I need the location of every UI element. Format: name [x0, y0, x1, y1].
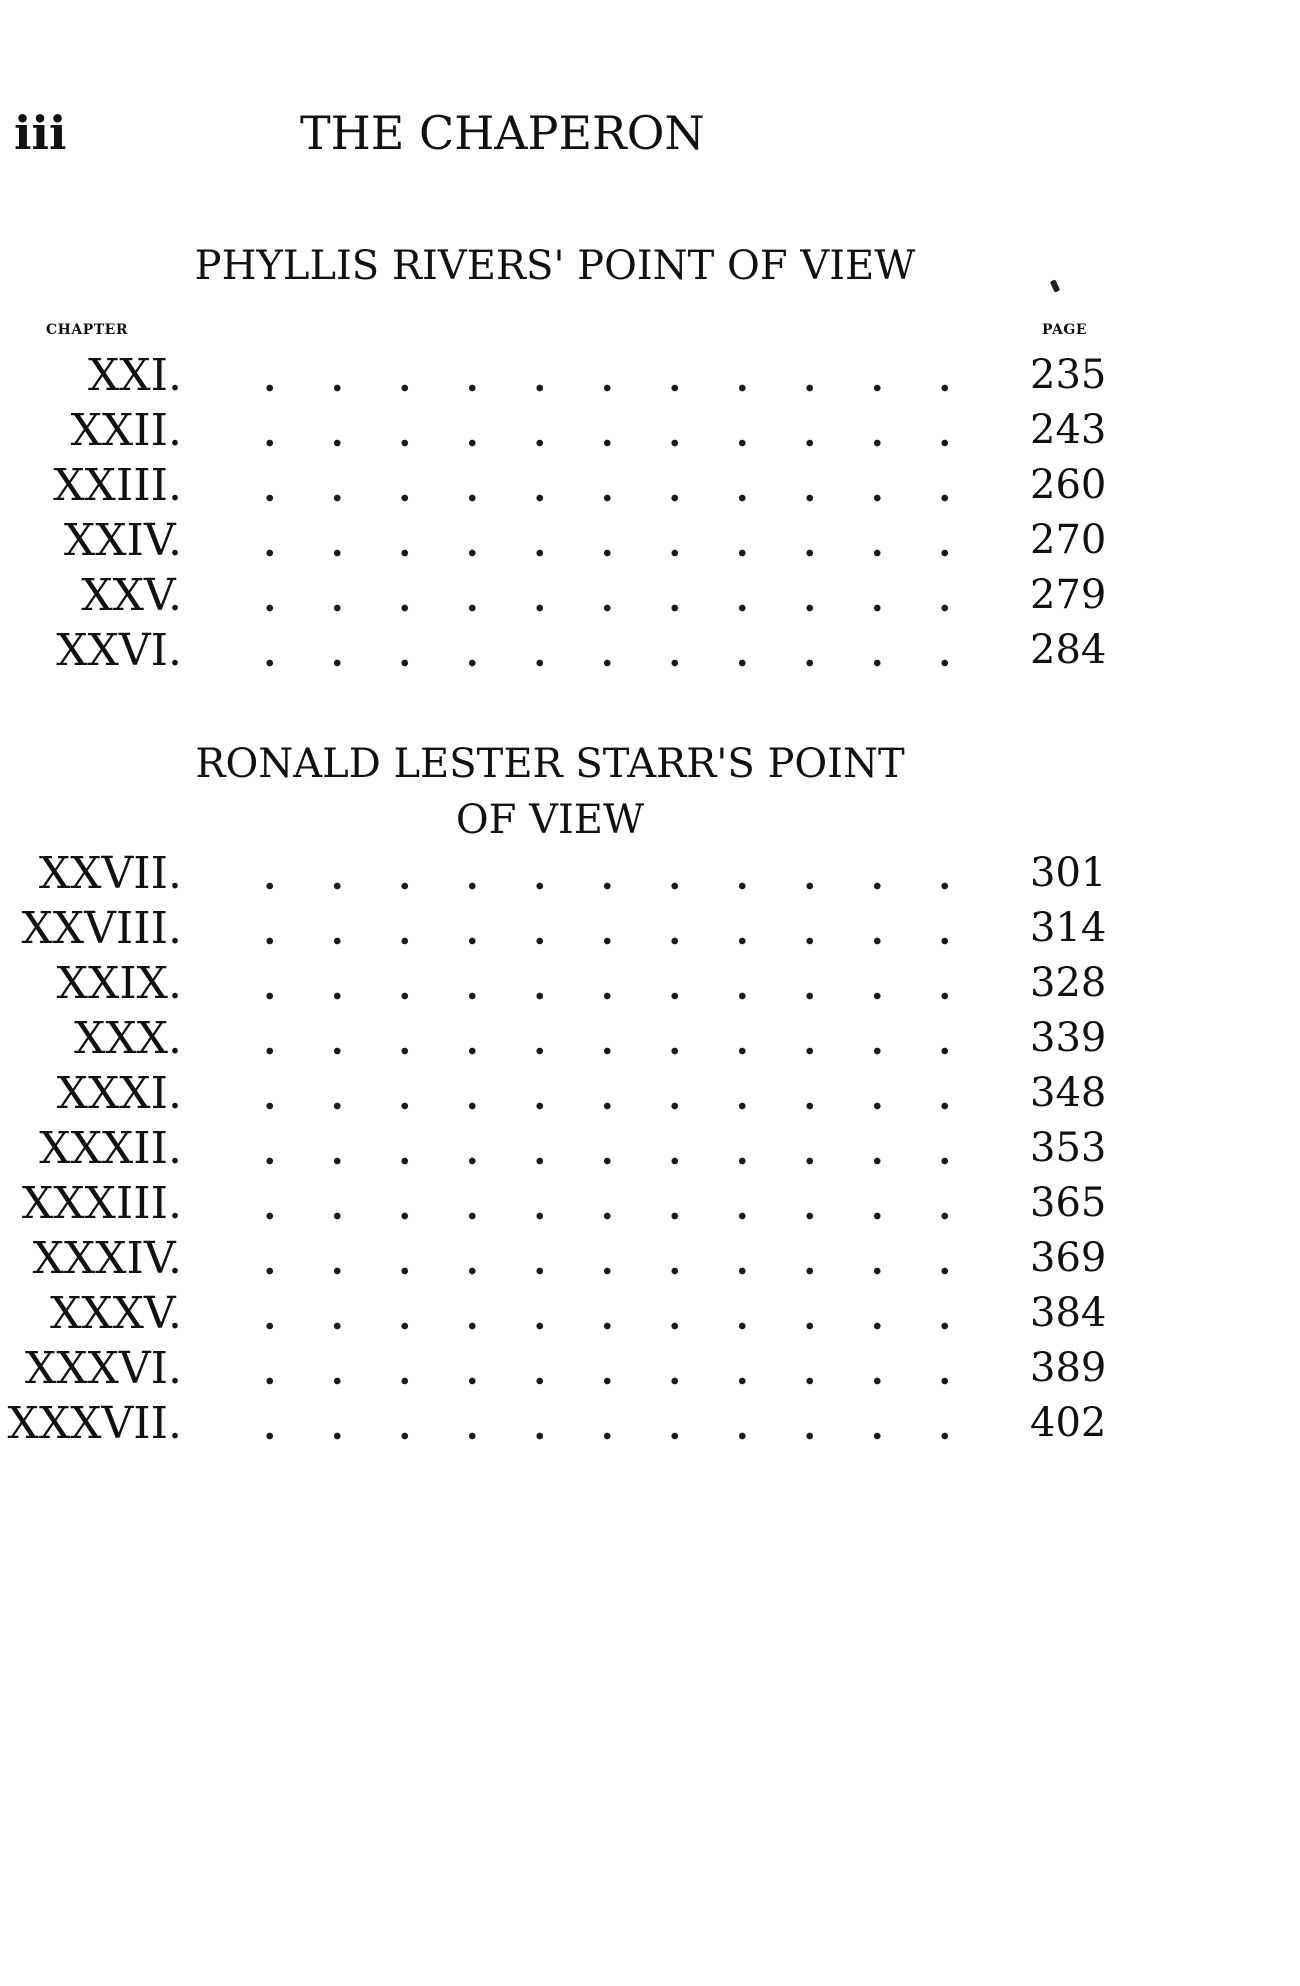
- page-reference: 348: [1030, 1070, 1107, 1116]
- toc-entry: [0, 403, 1300, 458]
- chapter-numeral: XXIX.: [56, 958, 182, 1009]
- section-heading-phyllis: PHYLLIS RIVERS' POINT OF VIEW: [194, 243, 916, 289]
- dot-leader: [236, 549, 996, 557]
- chapter-numeral: XXXVII.: [7, 1398, 182, 1449]
- dot-leader: [236, 937, 996, 945]
- dot-leader: [236, 1102, 996, 1110]
- chapter-numeral: XXVI.: [56, 625, 182, 676]
- chapter-numeral: XXX.: [74, 1013, 182, 1064]
- running-head: THE CHAPERON: [300, 106, 705, 160]
- page-reference: 270: [1030, 517, 1107, 563]
- toc-entry: [0, 568, 1300, 623]
- dot-leader: [236, 659, 996, 667]
- page-reference: 284: [1030, 627, 1107, 673]
- toc-entry: [0, 1231, 1300, 1286]
- chapter-numeral: XXVIII.: [21, 903, 182, 954]
- chapter-numeral: XXV.: [81, 570, 182, 621]
- dot-leader: [236, 604, 996, 612]
- section-heading-ronald-line1: RONALD LESTER STARR'S POINT: [195, 741, 905, 787]
- chapter-numeral: XXII.: [70, 405, 182, 456]
- chapter-numeral: XXXV.: [49, 1288, 182, 1339]
- toc-entry: [0, 623, 1300, 678]
- dot-leader: [236, 882, 996, 890]
- page-reference: 365: [1030, 1180, 1107, 1226]
- dot-leader: [236, 1322, 996, 1330]
- page-reference: 384: [1030, 1290, 1107, 1336]
- chapter-numeral: XXXII.: [39, 1123, 182, 1174]
- toc-entry: [0, 1341, 1300, 1396]
- chapter-numeral: XXXVI.: [24, 1343, 182, 1394]
- chapter-numeral: XXXI.: [56, 1068, 182, 1119]
- dot-leader: [236, 439, 996, 447]
- toc-list-ronald: [0, 846, 1300, 1451]
- page-reference: 339: [1030, 1015, 1107, 1061]
- page-reference: 314: [1030, 905, 1107, 951]
- toc-list-phyllis: [0, 348, 1300, 678]
- toc-entry: [0, 846, 1300, 901]
- dot-leader: [236, 1377, 996, 1385]
- toc-entry: [0, 1176, 1300, 1231]
- chapter-numeral: XXXIII.: [21, 1178, 182, 1229]
- chapter-numeral: XXIV.: [63, 515, 182, 566]
- column-label-chapter: CHAPTER: [46, 322, 128, 338]
- page-reference: 301: [1030, 850, 1107, 896]
- chapter-numeral: XXI.: [87, 350, 182, 401]
- page-number: iii: [14, 106, 67, 160]
- toc-entry: [0, 458, 1300, 513]
- toc-entry: [0, 348, 1300, 403]
- column-label-page: PAGE: [1042, 322, 1087, 338]
- toc-entry: [0, 1011, 1300, 1066]
- dot-leader: [236, 1047, 996, 1055]
- page-reference: 402: [1030, 1400, 1107, 1446]
- toc-entry: [0, 956, 1300, 1011]
- dot-leader: [236, 1157, 996, 1165]
- section-heading-ronald-line2: OF VIEW: [455, 797, 645, 843]
- chapter-numeral: XXIII.: [53, 460, 182, 511]
- toc-entry: [0, 1286, 1300, 1341]
- dot-leader: [236, 1432, 996, 1440]
- page-reference: 353: [1030, 1125, 1107, 1171]
- page-reference: 279: [1030, 572, 1107, 618]
- page-reference: 260: [1030, 462, 1107, 508]
- dot-leader: [236, 494, 996, 502]
- dot-leader: [236, 1212, 996, 1220]
- chapter-numeral: XXXIV.: [32, 1233, 182, 1284]
- dot-leader: [236, 1267, 996, 1275]
- stray-ink-mark: [1050, 279, 1061, 292]
- page-reference: 235: [1030, 352, 1107, 398]
- chapter-numeral: XXVII.: [38, 848, 182, 899]
- page-reference: 389: [1030, 1345, 1107, 1391]
- toc-entry: [0, 1066, 1300, 1121]
- toc-entry: [0, 513, 1300, 568]
- page-reference: 369: [1030, 1235, 1107, 1281]
- page-reference: 328: [1030, 960, 1107, 1006]
- toc-entry: [0, 1121, 1300, 1176]
- toc-entry: [0, 901, 1300, 956]
- dot-leader: [236, 992, 996, 1000]
- section-heading-ronald: [120, 736, 980, 848]
- toc-entry: [0, 1396, 1300, 1451]
- dot-leader: [236, 384, 996, 392]
- page-reference: 243: [1030, 407, 1107, 453]
